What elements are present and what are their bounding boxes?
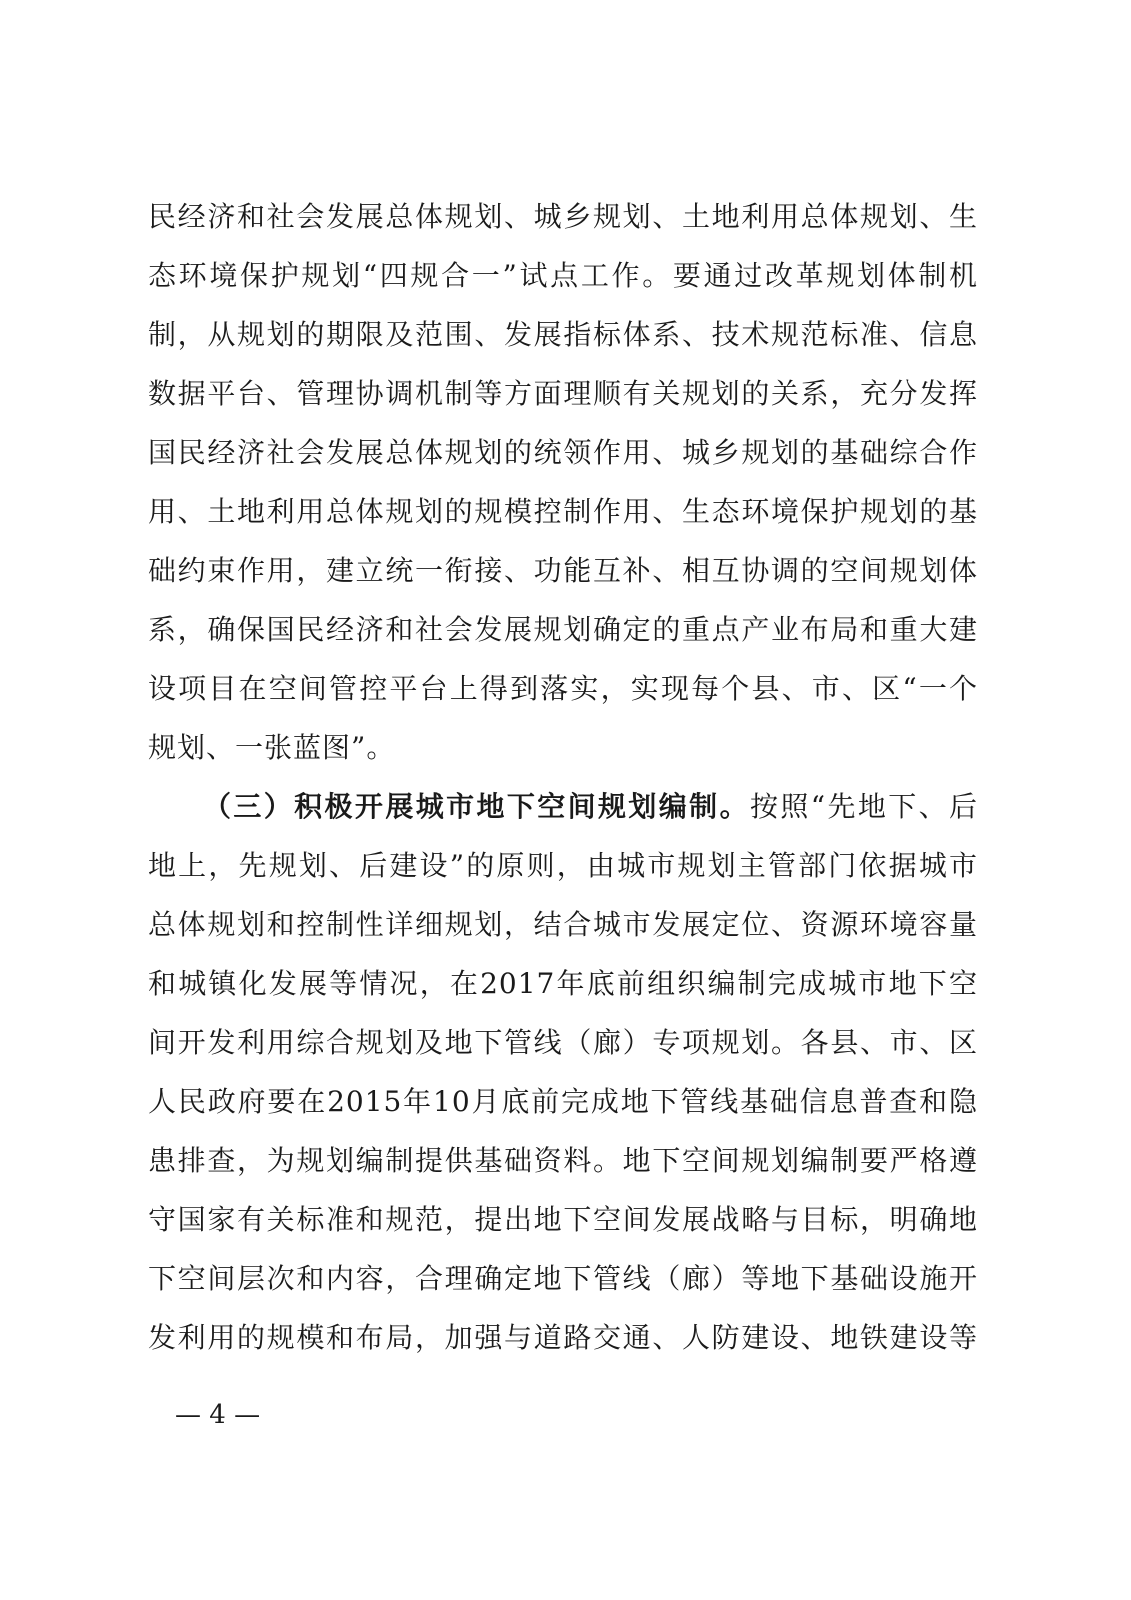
paragraph-line: 患排查，为规划编制提供基础资料。地下空间规划编制要严格遵 — [148, 1144, 978, 1177]
paragraph-line: 系，确保国民经济和社会发展规划确定的重点产业布局和重大建 — [148, 613, 978, 646]
paragraph-line: 设项目在空间管控平台上得到落实，实现每个县、市、区“一个 — [148, 672, 978, 705]
section-heading: （三）积极开展城市地下空间规划编制。 — [203, 790, 750, 823]
paragraph-line: 础约束作用，建立统一衔接、功能互补、相互协调的空间规划体 — [148, 554, 978, 587]
paragraph-line: 守国家有关标准和规范，提出地下空间发展战略与目标，明确地 — [148, 1203, 978, 1236]
paragraph-line: 总体规划和控制性详细规划，结合城市发展定位、资源环境容量 — [148, 908, 978, 941]
paragraph-line: 人民政府要在2015年10月底前完成地下管线基础信息普查和隐 — [148, 1085, 978, 1118]
body-text — [148, 187, 978, 1367]
section-heading-line — [148, 777, 978, 836]
paragraph-line: 下空间层次和内容，合理确定地下管线（廊）等地下基础设施开 — [148, 1262, 978, 1295]
page-number: — 4 — — [175, 1400, 261, 1430]
paragraph-line: 和城镇化发展等情况，在2017年底前组织编制完成城市地下空 — [148, 967, 978, 1000]
paragraph-line: 民经济和社会发展总体规划、城乡规划、土地利用总体规划、生 — [148, 200, 978, 233]
paragraph-line: 国民经济社会发展总体规划的统领作用、城乡规划的基础综合作 — [148, 436, 978, 469]
paragraph-line: 态环境保护规划“四规合一”试点工作。要通过改革规划体制机 — [148, 259, 978, 292]
paragraph-line: 发利用的规模和布局，加强与道路交通、人防建设、地铁建设等 — [148, 1321, 978, 1354]
paragraph-line: 用、土地利用总体规划的规模控制作用、生态环境保护规划的基 — [148, 495, 978, 528]
paragraph-line: 数据平台、管理协调机制等方面理顺有关规划的关系，充分发挥 — [148, 377, 978, 410]
paragraph-line: 规划、一张蓝图”。 — [148, 731, 396, 764]
paragraph-line: 间开发利用综合规划及地下管线（廊）专项规划。各县、市、区 — [148, 1026, 978, 1059]
paragraph-line: 制，从规划的期限及范围、发展指标体系、技术规范标准、信息 — [148, 318, 978, 351]
section-heading-rest: 按照“先地下、后 — [749, 790, 978, 823]
paragraph-line: 地上，先规划、后建设”的原则，由城市规划主管部门依据城市 — [148, 849, 978, 882]
